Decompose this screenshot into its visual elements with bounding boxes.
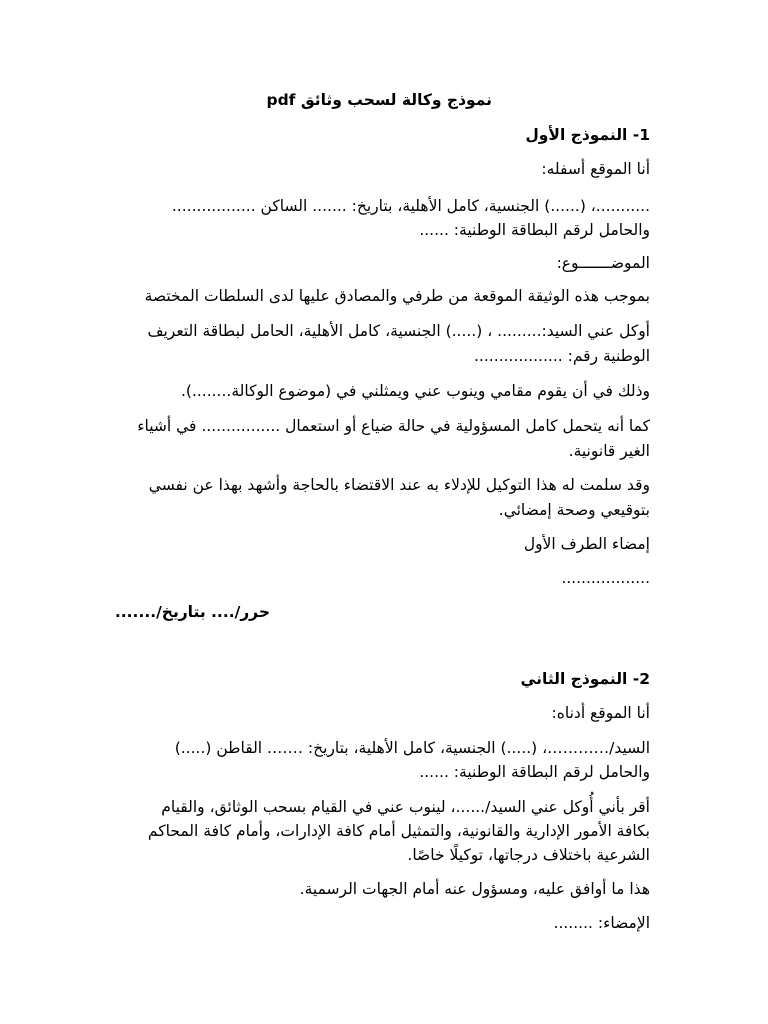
model2-line2: والحامل لرقم البطاقة الوطنية: ......	[419, 763, 650, 781]
model1-signature-dots: ..................	[561, 569, 650, 587]
model1-para5-line2: بتوقيعي وصحة إمضائي.	[498, 501, 650, 519]
model1-intro: أنا الموقع أسفله:	[541, 160, 650, 178]
model1-para2-line2: الوطنية رقم: ..................	[473, 347, 650, 365]
model1-heading: 1- النموذج الأول	[525, 126, 650, 144]
model2-signature: الإمضاء: ........	[553, 914, 650, 932]
model1-para2-line1: أوكل عني السيد:......... ، (.....) الجنسية، كامل الأهلية، الحامل لبطاقة التعريف	[147, 322, 650, 340]
model2-intro: أنا الموقع أدناه:	[551, 704, 650, 722]
model2-para1-line2: بكافة الأمور الإدارية والقانونية، والتمثيل أمام كافة الإدارات، وأمام كافة المحاكم	[147, 822, 650, 840]
model2-para1-line3: الشرعية باختلاف درجاتها، توكيلًا خاصًا.	[407, 846, 650, 864]
model1-para4-line1: كما أنه يتحمل كامل المسؤولية في حالة ضياع أو استعمال ................ في أشياء	[137, 417, 650, 435]
model1-para5-line1: وقد سلمت له هذا التوكيل للإدلاء به عند الاقتضاء بالحاجة وأشهد بهذا عن نفسي	[148, 476, 650, 494]
model2-line1: السيد/…………، (.....) الجنسية، كامل الأهلية، بتاريخ: ……. القاطن (.....)	[174, 739, 650, 757]
model2-para2: هذا ما أوافق عليه، ومسؤول عنه أمام الجهات الرسمية.	[299, 880, 650, 898]
model2-heading: 2- النموذج الثاني	[520, 670, 650, 688]
model1-para4-line2: الغير قانونية.	[568, 442, 650, 460]
model1-para1: بموجب هذه الوثيقة الموقعة من طرفي والمصادق عليها لدى السلطات المختصة	[144, 287, 650, 305]
model1-line1: ...........، (......) الجنسية، كامل الأهلية، بتاريخ: ....... الساكن .................	[171, 197, 650, 215]
model1-para3: وذلك في أن يقوم مقامي وينوب عني ويمثلني في (موضوع الوكالة........).	[180, 382, 650, 400]
model1-line2: والحامل لرقم البطاقة الوطنية: ......	[419, 221, 650, 239]
model2-para1-line1: أقر بأني أُوكل عني السيد/......، لينوب عني في القيام بسحب الوثائق، والقيام	[161, 798, 650, 816]
document-title: نموذج وكالة لسحب وثائق pdf	[266, 91, 492, 109]
model1-signature-label: إمضاء الطرف الأول	[523, 535, 650, 553]
model1-subject: الموضـــــــوع:	[556, 254, 650, 272]
model1-written-at: حرر/.... بتاريخ/.......	[114, 603, 270, 621]
